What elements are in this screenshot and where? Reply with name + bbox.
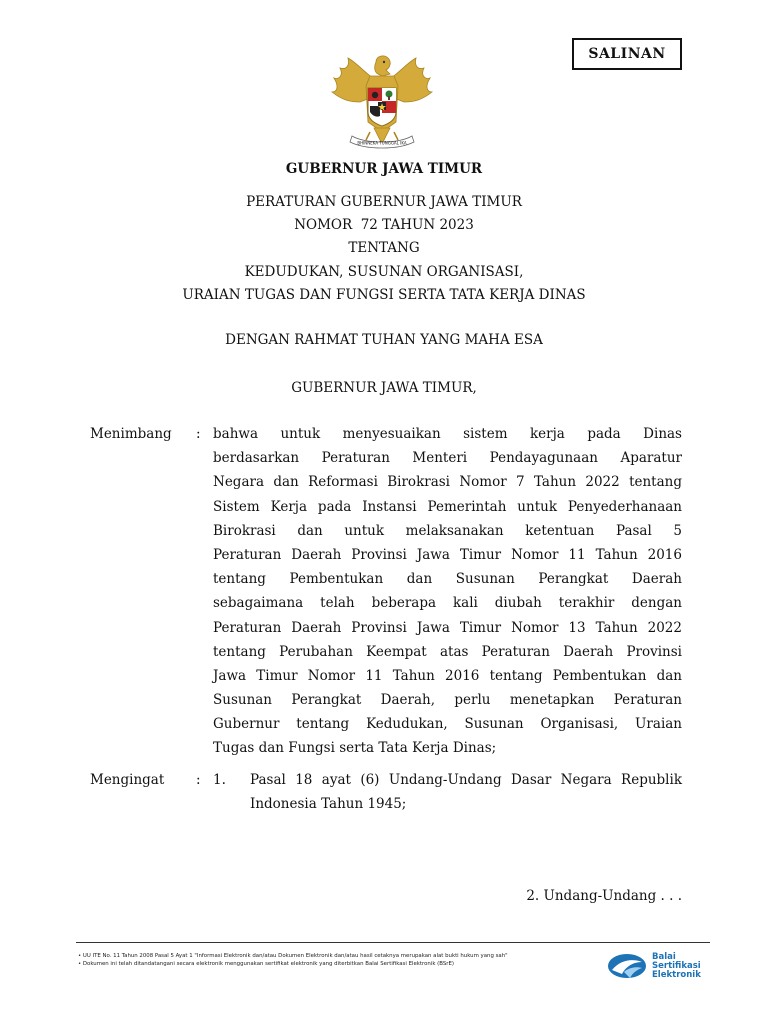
doc-type: PERATURAN GUBERNUR JAWA TIMUR [246,194,522,210]
menimbang-line: tentang Perubahan Keempat atas Peraturan Daerah Provinsi [213,643,682,660]
garuda-pancasila-emblem-icon [326,52,438,154]
footer-note-ite: • UU ITE No. 11 Tahun 2008 Pasal 5 Ayat 1 "Informasi Elektronik dan/atau Dokumen Elektronik dan/atau hasil cetaknya merupakan alat bukti hukum yang sah" [78,953,508,959]
continuation-note: 2. Undang-Undang . . . [526,888,682,904]
mengingat-colon: : [196,772,201,788]
menimbang-paragraph [213,422,682,761]
menimbang-line: bahwa untuk menyesuaikan sistem kerja pada Dinas [213,426,682,442]
menimbang-line: berdasarkan Peraturan Menteri Pendayagunaan Aparatur [213,450,682,467]
issuer-heading: GUBERNUR JAWA TIMUR [285,161,483,177]
mengingat-label: Mengingat [90,772,165,788]
menimbang-line: Negara dan Reformasi Birokrasi Nomor 7 Tahun 2022 tentang [213,474,682,491]
bsre-text-line-1: Balai [652,951,676,962]
menimbang-line: Birokrasi dan untuk melaksanakan ketentuan Pasal 5 [213,522,682,539]
bsre-text-line-2: Sertifikasi [652,960,701,971]
mengingat-item-number: 1. [213,772,226,788]
salinan-stamp [572,38,682,70]
menimbang-line: Peraturan Daerah Provinsi Jawa Timur Nomor 13 Tahun 2022 [213,619,682,636]
mengingat-line: Indonesia Tahun 1945; [250,796,407,813]
emblem-motto: BHINNEKA TUNGGAL IKA [357,140,407,146]
mengingat-item [250,768,682,816]
bsre-logo [606,949,716,983]
footer-note-bsre: • Dokumen ini telah ditandatangani secara elektronik menggunakan sertifikat elektronik yang diterbitkan Balai Sertifikasi Elektronik (BSrE) [78,961,455,967]
menimbang-line: Jawa Timur Nomor 11 Tahun 2016 tentang Pembentukan dan [213,667,682,684]
menimbang-line: Gubernur tentang Kedudukan, Susunan Organisasi, Uraian [213,716,682,733]
bsre-text-line-3: Elektronik [652,969,701,980]
menimbang-line: Sistem Kerja pada Instansi Pemerintah untuk Penyederhanaan [213,498,682,515]
menimbang-colon: : [196,426,201,442]
menimbang-line: Peraturan Daerah Provinsi Jawa Timur Nomor 11 Tahun 2016 [213,546,682,563]
title-line-1: KEDUDUKAN, SUSUNAN ORGANISASI, [244,264,524,280]
invocation: DENGAN RAHMAT TUHAN YANG MAHA ESA [225,332,543,348]
menimbang-line: tentang Pembentukan dan Susunan Perangkat Daerah [213,571,682,588]
menimbang-label: Menimbang [90,426,172,442]
salinan-label: SALINAN [588,46,666,62]
footer-notes [78,952,598,968]
menimbang-line: Tugas dan Fungsi serta Tata Kerja Dinas; [213,740,497,757]
bsre-logo-icon [606,952,648,980]
enactor: GUBERNUR JAWA TIMUR, [291,380,477,396]
about-label: TENTANG [348,240,420,256]
title-line-2: URAIAN TUGAS DAN FUNGSI SERTA TATA KERJA DINAS [182,287,586,303]
footer-divider [76,942,710,943]
mengingat-line: Pasal 18 ayat (6) Undang-Undang Dasar Negara Republik [250,772,682,788]
doc-number: NOMOR 72 TAHUN 2023 [294,217,474,233]
menimbang-line: Susunan Perangkat Daerah, perlu menetapkan Peraturan [213,692,682,709]
menimbang-line: sebagaimana telah beberapa kali diubah terakhir dengan [213,595,682,612]
